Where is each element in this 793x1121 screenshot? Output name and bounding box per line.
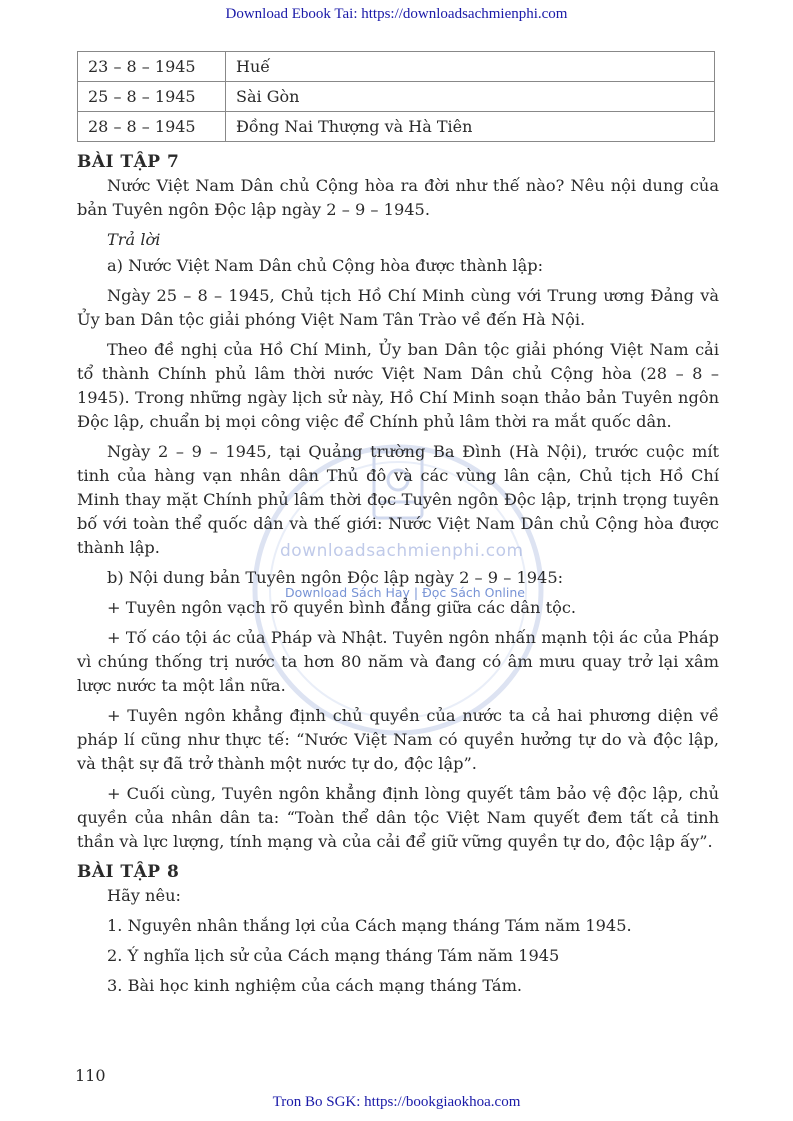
table-row	[78, 52, 715, 82]
watermark-text-domain: downloadsachmienphi.com	[280, 541, 524, 561]
bullet-item: + Tuyên ngôn khẳng định chủ quyền của nước ta cả hai phương diện về pháp lí cũng như thực tế: “Nước Việt Nam có quyền hưởng tự do và độc lập, và thật sự đã trở thành một nước tự do, độc lập”.	[77, 706, 719, 773]
date-cell: 25 – 8 – 1945	[78, 82, 226, 112]
place-cell: Đồng Nai Thượng và Hà Tiên	[226, 112, 715, 142]
header-download-link[interactable]: Download Ebook Tai: https://downloadsachmienphi.com	[225, 6, 568, 22]
exercise-8-prompt: Hãy nêu:	[107, 886, 181, 905]
bullet-item: + Cuối cùng, Tuyên ngôn khẳng định lòng quyết tâm bảo vệ độc lập, chủ quyền của nhân dân ta: “Toàn thể dân tộc Việt Nam quyết đem tất cả tinh thần và lực lượng, tính mạng và của cải để giữ vững quyền tự do, độc lập ấy”.	[77, 784, 719, 851]
paragraph: Theo đề nghị của Hồ Chí Minh, Ủy ban Dân tộc giải phóng Việt Nam cải tổ thành Chính phủ lâm thời nước Việt Nam Dân chủ Cộng hòa (28 – 8 – 1945). Trong những ngày lịch sử này, Hồ Chí Minh soạn thảo bản Tuyên ngôn Độc lập, chuẩn bị mọi công việc để Chính phủ lâm thời ra mắt quốc dân.	[77, 340, 719, 431]
bullet-item: + Tuyên ngôn vạch rõ quyền bình đẳng giữa các dân tộc.	[107, 598, 577, 617]
date-cell: 28 – 8 – 1945	[78, 112, 226, 142]
exercise-7-question: Nước Việt Nam Dân chủ Cộng hòa ra đời như thế nào? Nêu nội dung của bản Tuyên ngôn Độc lập ngày 2 – 9 – 1945.	[77, 176, 719, 219]
list-item: 1. Nguyên nhân thắng lợi của Cách mạng tháng Tám năm 1945.	[107, 916, 632, 935]
exercise-7-title: BÀI TẬP 7	[77, 152, 180, 172]
place-cell: Huế	[226, 52, 715, 82]
exercise-8-list	[77, 914, 719, 998]
bullet-item: + Tố cáo tội ác của Pháp và Nhật. Tuyên ngôn nhấn mạnh tội ác của Pháp vì chúng thống trị nước ta hơn 80 năm và đang có âm mưu quay trở lại xâm lược nước ta một lần nữa.	[77, 628, 719, 695]
watermark-text-slogan: Download Sách Hay | Đọc Sách Online	[285, 585, 525, 600]
exercise-8-title: BÀI TẬP 8	[77, 862, 180, 882]
part-a-heading: a) Nước Việt Nam Dân chủ Cộng hòa được thành lập:	[107, 256, 544, 275]
dates-table	[77, 51, 715, 142]
paragraph: Ngày 2 – 9 – 1945, tại Quảng trường Ba Đình (Hà Nội), trước cuộc mít tinh của hàng vạn nhân dân Thủ đô và các vùng lân cận, Chủ tịch Hồ Chí Minh thay mặt Chính phủ lâm thời đọc Tuyên ngôn Độc lập, trịnh trọng tuyên bố với toàn thể quốc dân và thế giới: Nước Việt Nam Dân chủ Cộng hòa được thành lập.	[77, 442, 719, 557]
table-row	[78, 82, 715, 112]
footer-sgk-link[interactable]: Tron Bo SGK: https://bookgiaokhoa.com	[272, 1094, 521, 1110]
answer-label: Trả lời	[107, 230, 161, 249]
list-item: 2. Ý nghĩa lịch sử của Cách mạng tháng Tám năm 1945	[107, 946, 560, 965]
table-row	[78, 112, 715, 142]
date-cell: 23 – 8 – 1945	[78, 52, 226, 82]
place-cell: Sài Gòn	[226, 82, 715, 112]
paragraph: Ngày 25 – 8 – 1945, Chủ tịch Hồ Chí Minh cùng với Trung ương Đảng và Ủy ban Dân tộc giải phóng Việt Nam Tân Trào về đến Hà Nội.	[77, 286, 719, 329]
part-b-heading: b) Nội dung bản Tuyên ngôn Độc lập ngày 2 – 9 – 1945:	[107, 568, 564, 587]
page-content	[77, 150, 719, 1004]
page-number: 110	[75, 1066, 106, 1085]
list-item: 3. Bài học kinh nghiệm của cách mạng tháng Tám.	[107, 976, 523, 995]
